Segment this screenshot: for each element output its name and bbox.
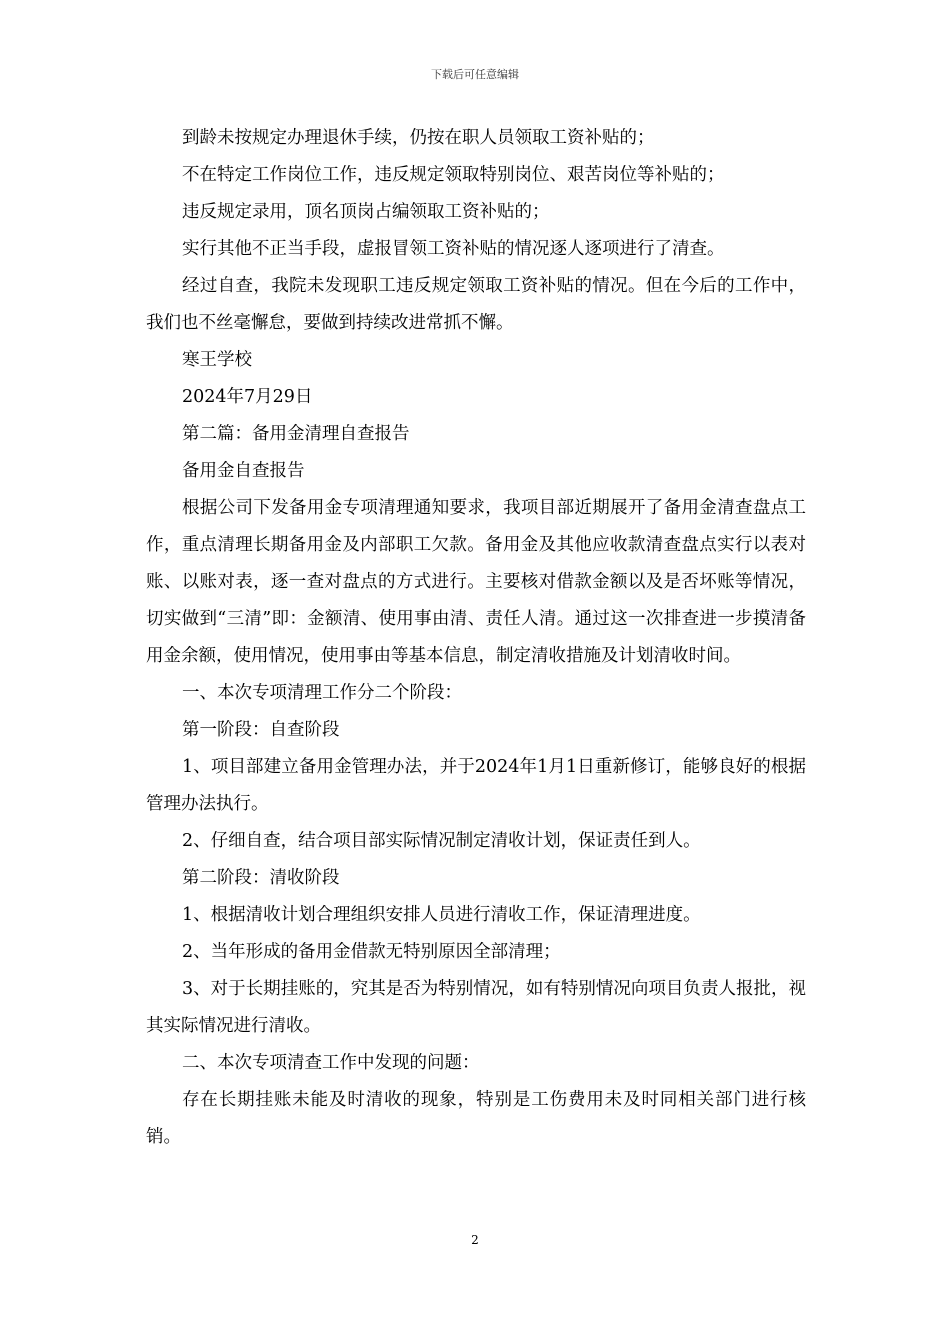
phase-heading: 第一阶段：自查阶段 — [182, 720, 340, 740]
paragraph: 到龄未按规定办理退休手续，仍按在职人员领取工资补贴的； — [182, 128, 655, 148]
paragraph: 2、当年形成的备用金借款无特别原因全部清理； — [182, 942, 561, 962]
paragraph: 违反规定录用，顶名顶岗占编领取工资补贴的； — [182, 202, 550, 222]
paragraph: 经过自查，我院未发现职工违反规定领取工资补贴的情况。但在今后的工作中，我们也不丝毫懈怠，要做到持续改进常抓不懈。 — [146, 276, 806, 333]
report-title: 备用金自查报告 — [182, 461, 305, 481]
subheading: 二、本次专项清查工作中发现的问题： — [182, 1053, 480, 1073]
subheading: 一、本次专项清理工作分二个阶段： — [182, 683, 462, 703]
page-number: 2 — [471, 1233, 479, 1247]
paragraph: 实行其他不正当手段，虚报冒领工资补贴的情况逐人逐项进行了清查。 — [182, 239, 725, 259]
signature-school: 寒王学校 — [182, 350, 252, 370]
paragraph: 3、对于长期挂账的，究其是否为特别情况，如有特别情况向项目负责人报批，视其实际情况进行清收。 — [146, 979, 806, 1036]
page-header: 下载后可任意编辑 — [431, 68, 519, 81]
paragraph: 2、仔细自查，结合项目部实际情况制定清收计划，保证责任到人。 — [182, 831, 701, 851]
document-body — [146, 120, 806, 1156]
paragraph: 1、根据清收计划合理组织安排人员进行清收工作，保证清理进度。 — [182, 905, 701, 925]
paragraph: 不在特定工作岗位工作，违反规定领取特别岗位、艰苦岗位等补贴的； — [182, 165, 725, 185]
signature-date: 2024年7月29日 — [182, 387, 313, 407]
paragraph: 根据公司下发备用金专项清理通知要求，我项目部近期展开了备用金清查盘点工作，重点清理长期备用金及内部职工欠款。备用金及其他应收款清查盘点实行以表对账、以账对表，逐一查对盘点的方式进行。主要核对借款金额以及是否坏账等情况，切实做到“三清”即：金额清、使用事由清、责任人清。通过这一次排查进一步摸清备用金余额，使用情况，使用事由等基本信息，制定清收措施及计划清收时间。 — [146, 498, 806, 666]
section-title: 第二篇：备用金清理自查报告 — [182, 424, 410, 444]
paragraph: 存在长期挂账未能及时清收的现象，特别是工伤费用未及时同相关部门进行核销。 — [146, 1090, 806, 1147]
paragraph: 1、项目部建立备用金管理办法，并于2024年1月1日重新修订，能够良好的根据管理办法执行。 — [146, 757, 806, 814]
phase-heading: 第二阶段：清收阶段 — [182, 868, 340, 888]
